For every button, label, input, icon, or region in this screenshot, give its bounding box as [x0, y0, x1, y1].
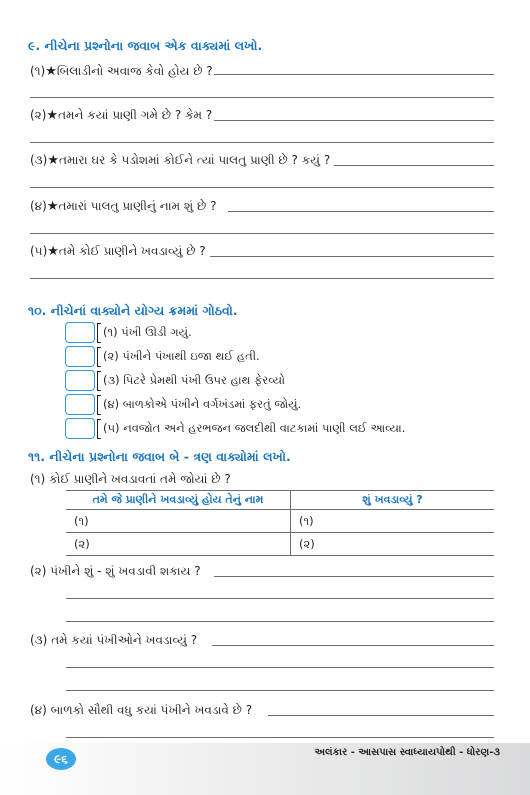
question-text: બાળકો સૌથી વધુ કયાં પંખીને ખવડાવે છે ? [50, 703, 253, 717]
answer-line[interactable] [30, 142, 494, 143]
item-text: પંખી ઊડી ગયું. [121, 325, 192, 339]
question-number: (૫) [30, 244, 48, 258]
question-9-4 [30, 199, 216, 214]
item-number: (૫) [103, 421, 120, 435]
question-text: બિલાડીનો અવાજ કેવો હોય છે ? [56, 64, 213, 78]
answer-line[interactable] [30, 97, 494, 98]
answer-line[interactable] [268, 715, 494, 716]
question-11-2 [30, 564, 201, 578]
order-box[interactable] [65, 322, 95, 343]
order-box[interactable] [65, 418, 95, 439]
bracket [97, 323, 101, 343]
question-9-2 [30, 108, 212, 123]
star-icon: ★ [47, 244, 59, 259]
answer-line[interactable] [66, 690, 494, 691]
item-number: (૨) [103, 349, 119, 363]
table-row [66, 533, 494, 556]
star-icon: ★ [47, 153, 60, 168]
question-text: પંખીને શું - શું ખવડાવી શકાય ? [50, 564, 201, 578]
question-11-4 [30, 703, 252, 717]
question-9-5 [30, 244, 206, 259]
question-11-1 [30, 472, 231, 486]
question-text: તમે કોઈ પ્રાણીને ખવડાવ્યું છે ? [58, 244, 206, 258]
answer-line[interactable] [210, 256, 494, 257]
answer-line[interactable] [214, 576, 494, 577]
answer-line[interactable] [66, 621, 494, 622]
bracket [97, 419, 101, 439]
item-number: (૪) [103, 397, 120, 411]
table-cell[interactable]: (૧) [299, 513, 314, 528]
star-icon: ★ [46, 199, 59, 214]
item-number: (૧) [103, 325, 118, 339]
feeding-table [66, 490, 494, 556]
section-9-heading: ૯. નીચેના પ્રશ્નોના જવાબ એક વાક્યમાં લખો. [28, 38, 263, 53]
question-text: કોઈ પ્રાણીને ખવડાવતાં તમે જોયાં છે ? [49, 472, 231, 486]
item-text: પંખીને પંખાથી ઇજા થઈ હતી. [122, 349, 260, 363]
answer-line[interactable] [30, 187, 494, 188]
question-number: (૨) [30, 564, 47, 578]
item-text: પિટરે પ્રેમથી પંખી ઉપર હાથ ફેરવ્યો [123, 373, 285, 387]
question-number: (૧) [30, 64, 46, 78]
bracket [97, 395, 101, 415]
question-number: (૧) [30, 472, 46, 486]
order-box[interactable] [65, 346, 95, 367]
question-text: તમને કયાં પ્રાણી ગમે છે ? કેમ ? [58, 108, 213, 122]
table-header-row [66, 491, 494, 510]
answer-line[interactable] [66, 598, 494, 599]
question-number: (૨) [30, 108, 47, 122]
answer-line[interactable] [334, 165, 494, 166]
table-header-food: શું ખવડાવ્યું ? [362, 493, 423, 506]
question-number: (૩) [30, 633, 48, 647]
answer-line[interactable] [30, 233, 494, 234]
order-item [103, 325, 192, 339]
item-text: નવજોત અને હરભજન જલદીથી વાટકામાં પાણી લઈ આવ્યા. [123, 421, 406, 435]
table-row [66, 510, 494, 533]
question-11-3 [30, 633, 197, 647]
question-number: (૪) [30, 199, 47, 213]
answer-line[interactable] [66, 667, 494, 668]
table-header-animal: તમે જે પ્રાણીને ખવડાવ્યું હોય તેનું નામ [66, 491, 291, 510]
page-number-badge: ૯૬ [46, 748, 76, 770]
answer-line[interactable] [212, 645, 494, 646]
bracket [97, 371, 101, 391]
table-cell[interactable]: (૨) [299, 536, 315, 551]
question-9-1 [30, 64, 213, 79]
bracket [97, 347, 101, 367]
order-box[interactable] [65, 370, 95, 391]
answer-line[interactable] [30, 278, 494, 279]
order-item [103, 349, 260, 363]
order-item [103, 397, 301, 411]
order-box[interactable] [65, 394, 95, 415]
table-cell[interactable]: (૨) [66, 533, 291, 556]
question-text: તમારા ઘર કે પડોશમાં કોઈને ત્યાં પાલતુ પ્રાણી છે ? કયું ? [59, 153, 331, 167]
answer-line[interactable] [228, 211, 494, 212]
item-number: (૩) [103, 373, 120, 387]
answer-line[interactable] [214, 120, 494, 121]
order-item [103, 421, 405, 435]
star-icon: ★ [45, 64, 57, 79]
answer-line[interactable] [214, 74, 494, 75]
section-10-heading: ૧૦. નીચેનાં વાક્યોને યોગ્ય ક્રમમાં ગોઠવો. [28, 303, 238, 318]
question-9-3 [30, 153, 330, 168]
footer-book-title: અલંકાર - આસપાસ સ્વાધ્યાયપોથી - ધોરણ-૩ [314, 747, 500, 758]
question-text: તમારાં પાલતુ પ્રાણીનું નામ શું છે ? [58, 199, 217, 213]
item-text: બાળકોએ પંખીને વર્ગખંડમાં ફરતું જોયું. [122, 397, 302, 411]
question-number: (૩) [30, 153, 48, 167]
question-text: તમે કયાં પંખીઓને ખવડાવ્યું ? [51, 633, 198, 647]
table-cell[interactable]: (૧) [66, 510, 291, 533]
answer-line[interactable] [66, 737, 494, 738]
order-item [103, 373, 285, 387]
section-11-heading: ૧૧. નીચેના પ્રશ્નોના જવાબ બે - ત્રણ વાક્યોમાં લખો. [28, 449, 291, 464]
star-icon: ★ [46, 108, 59, 123]
question-number: (૪) [30, 703, 47, 717]
